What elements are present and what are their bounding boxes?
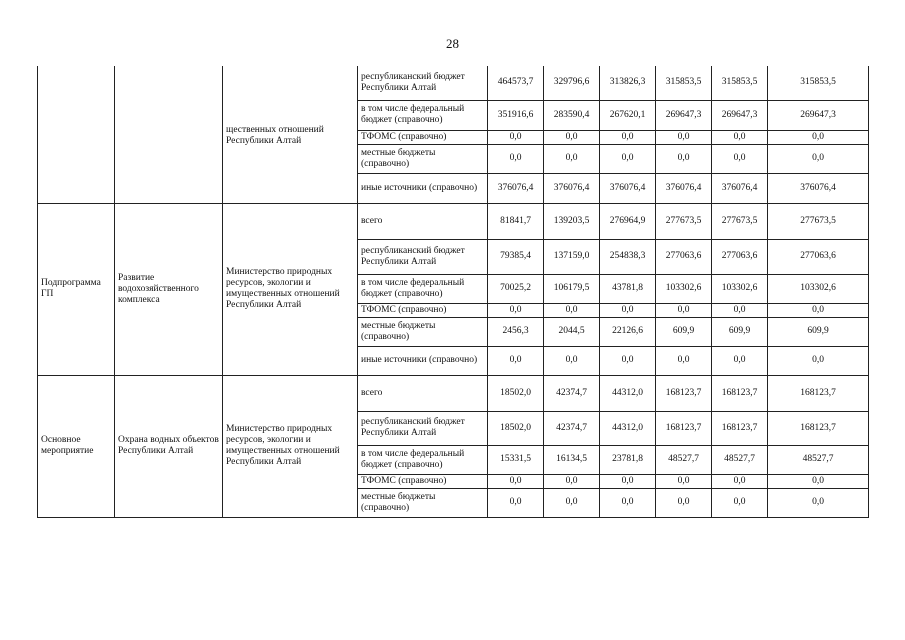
amount-cell: 0,0 [656, 130, 712, 144]
amount-cell: 277063,6 [768, 239, 869, 274]
amount-cell: 43781,8 [600, 274, 656, 303]
amount-cell: 0,0 [656, 346, 712, 375]
amount-cell: 15331,5 [488, 445, 544, 474]
amount-cell: 168123,7 [656, 411, 712, 445]
amount-cell: 2044,5 [544, 317, 600, 346]
amount-cell: 0,0 [600, 303, 656, 317]
funding-source-cell: ТФОМС (справочно) [358, 474, 488, 488]
program-status-cell [38, 66, 115, 203]
funding-source-cell: иные источники (справочно) [358, 346, 488, 375]
amount-cell: 267620,1 [600, 100, 656, 130]
amount-cell: 23781,8 [600, 445, 656, 474]
amount-cell: 254838,3 [600, 239, 656, 274]
executor-cell: Министерство природных ресурсов, экологии и имущественных отношений Республики Алтай [223, 375, 358, 517]
funding-source-cell: республиканский бюджет Республики Алтай [358, 411, 488, 445]
amount-cell: 22126,6 [600, 317, 656, 346]
amount-cell: 609,9 [712, 317, 768, 346]
amount-cell: 79385,4 [488, 239, 544, 274]
amount-cell: 103302,6 [712, 274, 768, 303]
amount-cell: 168123,7 [712, 411, 768, 445]
amount-cell: 81841,7 [488, 203, 544, 239]
amount-cell: 42374,7 [544, 411, 600, 445]
amount-cell: 18502,0 [488, 411, 544, 445]
amount-cell: 351916,6 [488, 100, 544, 130]
budget-table-body [38, 66, 869, 517]
funding-source-cell: местные бюджеты (справочно) [358, 488, 488, 517]
amount-cell: 0,0 [488, 346, 544, 375]
amount-cell: 0,0 [712, 303, 768, 317]
amount-cell: 0,0 [488, 488, 544, 517]
amount-cell: 0,0 [712, 130, 768, 144]
amount-cell: 48527,7 [656, 445, 712, 474]
amount-cell: 315853,5 [712, 66, 768, 100]
amount-cell: 277063,6 [656, 239, 712, 274]
table-row [38, 203, 869, 239]
amount-cell: 609,9 [656, 317, 712, 346]
amount-cell: 0,0 [712, 474, 768, 488]
funding-source-cell: местные бюджеты (справочно) [358, 144, 488, 173]
amount-cell: 376076,4 [712, 173, 768, 203]
amount-cell: 276964,9 [600, 203, 656, 239]
amount-cell: 0,0 [600, 130, 656, 144]
amount-cell: 269647,3 [656, 100, 712, 130]
amount-cell: 48527,7 [768, 445, 869, 474]
amount-cell: 0,0 [768, 130, 869, 144]
funding-source-cell: ТФОМС (справочно) [358, 303, 488, 317]
amount-cell: 0,0 [600, 488, 656, 517]
amount-cell: 277673,5 [768, 203, 869, 239]
amount-cell: 168123,7 [712, 375, 768, 411]
funding-source-cell: в том числе федеральный бюджет (справочно) [358, 274, 488, 303]
funding-source-cell: в том числе федеральный бюджет (справочно) [358, 100, 488, 130]
amount-cell: 315853,5 [768, 66, 869, 100]
program-name-cell: Развитие водохозяйственного комплекса [115, 203, 223, 375]
amount-cell: 277673,5 [712, 203, 768, 239]
amount-cell: 277063,6 [712, 239, 768, 274]
funding-source-cell: иные источники (справочно) [358, 173, 488, 203]
amount-cell: 315853,5 [656, 66, 712, 100]
program-status-cell: Основное мероприятие [38, 375, 115, 517]
amount-cell: 277673,5 [656, 203, 712, 239]
amount-cell: 0,0 [656, 303, 712, 317]
amount-cell: 42374,7 [544, 375, 600, 411]
table-row [38, 375, 869, 411]
program-name-cell [115, 66, 223, 203]
amount-cell: 269647,3 [768, 100, 869, 130]
amount-cell: 168123,7 [768, 411, 869, 445]
executor-cell: Министерство природных ресурсов, экологии и имущественных отношений Республики Алтай [223, 203, 358, 375]
amount-cell: 0,0 [768, 303, 869, 317]
executor-cell: щественных отношений Республики Алтай [223, 66, 358, 203]
amount-cell: 329796,6 [544, 66, 600, 100]
amount-cell: 0,0 [488, 144, 544, 173]
amount-cell: 0,0 [600, 346, 656, 375]
amount-cell: 70025,2 [488, 274, 544, 303]
amount-cell: 0,0 [544, 346, 600, 375]
amount-cell: 0,0 [488, 303, 544, 317]
funding-source-cell: в том числе федеральный бюджет (справочно) [358, 445, 488, 474]
amount-cell: 18502,0 [488, 375, 544, 411]
amount-cell: 0,0 [544, 474, 600, 488]
amount-cell: 609,9 [768, 317, 869, 346]
funding-source-cell: всего [358, 375, 488, 411]
amount-cell: 269647,3 [712, 100, 768, 130]
amount-cell: 0,0 [656, 488, 712, 517]
table-row [38, 66, 869, 100]
program-name-cell: Охрана водных объектов Республики Алтай [115, 375, 223, 517]
amount-cell: 0,0 [488, 130, 544, 144]
amount-cell: 168123,7 [768, 375, 869, 411]
amount-cell: 168123,7 [656, 375, 712, 411]
amount-cell: 0,0 [768, 144, 869, 173]
amount-cell: 0,0 [544, 144, 600, 173]
amount-cell: 48527,7 [712, 445, 768, 474]
amount-cell: 0,0 [488, 474, 544, 488]
amount-cell: 2456,3 [488, 317, 544, 346]
funding-source-cell: местные бюджеты (справочно) [358, 317, 488, 346]
amount-cell: 283590,4 [544, 100, 600, 130]
amount-cell: 106179,5 [544, 274, 600, 303]
amount-cell: 16134,5 [544, 445, 600, 474]
amount-cell: 0,0 [768, 474, 869, 488]
amount-cell: 103302,6 [768, 274, 869, 303]
amount-cell: 0,0 [544, 130, 600, 144]
amount-cell: 44312,0 [600, 375, 656, 411]
program-status-cell: Подпрограмма ГП [38, 203, 115, 375]
amount-cell: 0,0 [768, 488, 869, 517]
amount-cell: 0,0 [600, 474, 656, 488]
funding-source-cell: ТФОМС (справочно) [358, 130, 488, 144]
funding-source-cell: республиканский бюджет Республики Алтай [358, 66, 488, 100]
amount-cell: 0,0 [656, 144, 712, 173]
amount-cell: 376076,4 [488, 173, 544, 203]
amount-cell: 0,0 [712, 144, 768, 173]
amount-cell: 0,0 [712, 346, 768, 375]
amount-cell: 44312,0 [600, 411, 656, 445]
amount-cell: 376076,4 [768, 173, 869, 203]
amount-cell: 0,0 [712, 488, 768, 517]
amount-cell: 376076,4 [656, 173, 712, 203]
budget-table [37, 66, 869, 518]
amount-cell: 464573,7 [488, 66, 544, 100]
funding-source-cell: всего [358, 203, 488, 239]
amount-cell: 0,0 [656, 474, 712, 488]
amount-cell: 0,0 [768, 346, 869, 375]
amount-cell: 0,0 [600, 144, 656, 173]
amount-cell: 103302,6 [656, 274, 712, 303]
page-number: 28 [446, 36, 459, 51]
amount-cell: 139203,5 [544, 203, 600, 239]
amount-cell: 0,0 [544, 303, 600, 317]
funding-source-cell: республиканский бюджет Республики Алтай [358, 239, 488, 274]
amount-cell: 313826,3 [600, 66, 656, 100]
amount-cell: 376076,4 [544, 173, 600, 203]
amount-cell: 137159,0 [544, 239, 600, 274]
amount-cell: 376076,4 [600, 173, 656, 203]
amount-cell: 0,0 [544, 488, 600, 517]
